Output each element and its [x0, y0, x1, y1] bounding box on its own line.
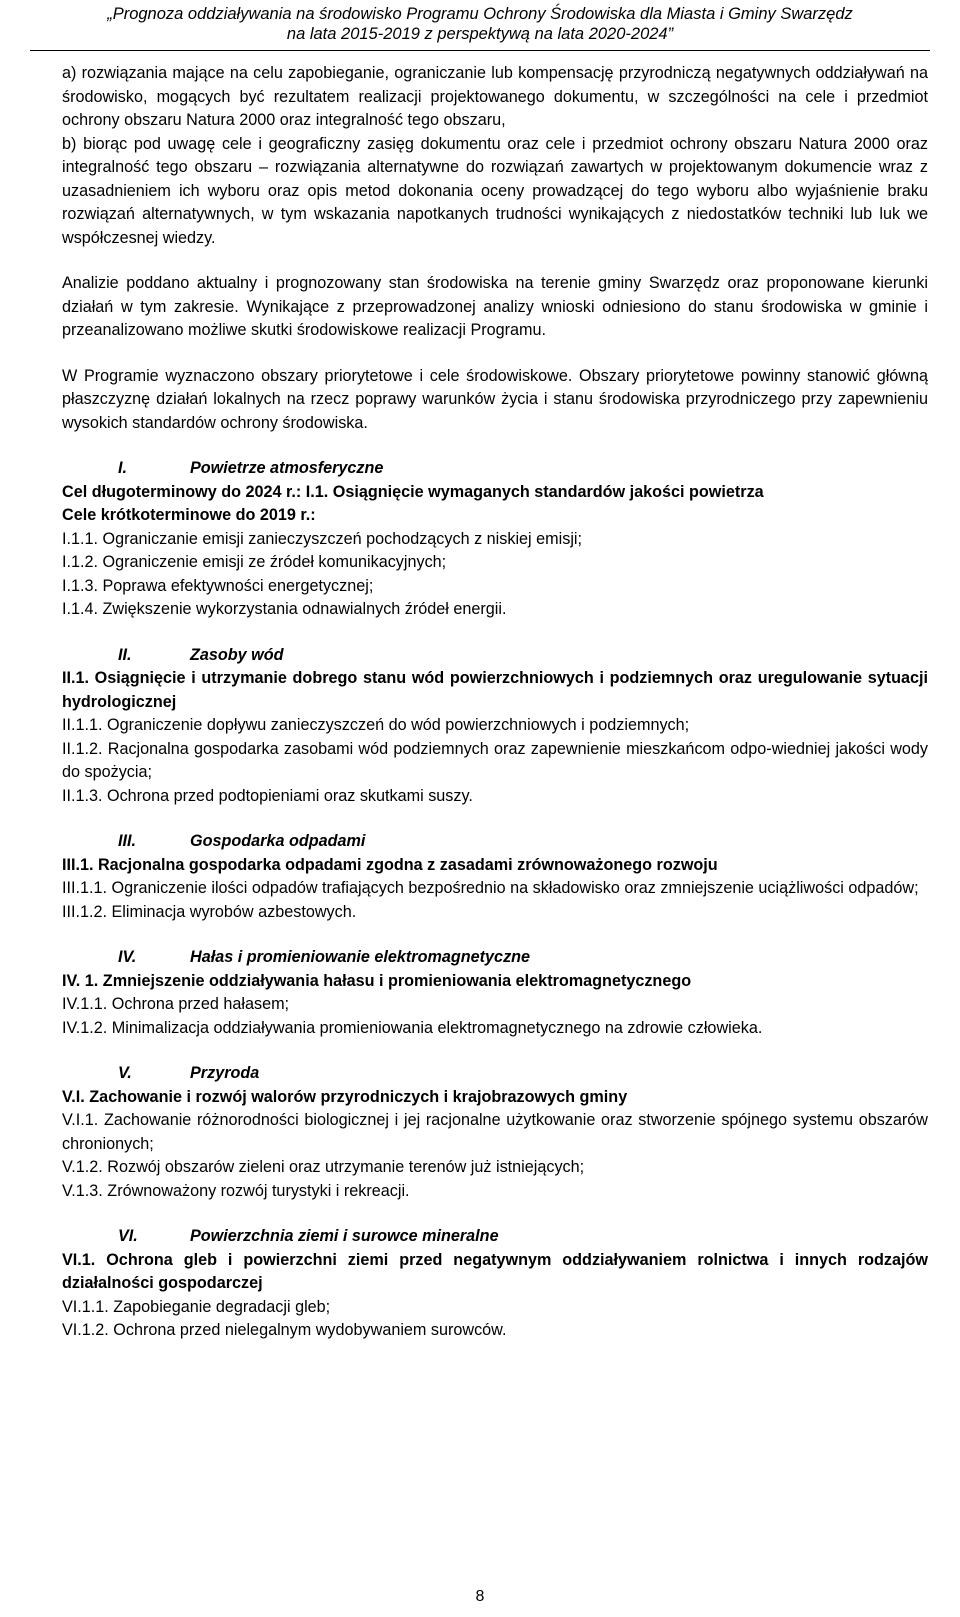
header-rule: [30, 50, 930, 51]
section-number: III.: [118, 832, 136, 850]
section-number: VI.: [118, 1227, 138, 1245]
section-title: Powietrze atmosferyczne: [190, 459, 384, 477]
section-heading: [62, 830, 928, 854]
section-goal: III.1. Racjonalna gospodarka odpadami zgodna z zasadami zrównoważonego rozwoju: [62, 855, 718, 874]
section-heading: [62, 644, 928, 668]
paragraph-priorities: W Programie wyznaczono obszary priorytetowe i cele środowiskowe. Obszary priorytetowe powinny stanowić główną płaszczyznę działań lokalnych na rzecz poprawy warunków życia i stanu środowiska przyrodniczego przy zapewnieniu wysokich standardów ochrony środowiska.: [62, 366, 928, 432]
section-heading: [62, 946, 928, 970]
list-item: V.I.1. Zachowanie różnorodności biologicznej i jej racjonalne użytkowanie oraz stworzenie spójnego systemu obszarów chronionych;: [62, 1111, 928, 1153]
page-number: 8: [475, 1588, 485, 1605]
list-item: III.1.1. Ograniczenie ilości odpadów trafiających bezpośrednio na składowisko oraz zmniejszenie uciążliwości odpadów;: [62, 879, 919, 897]
page-header: [0, 4, 960, 51]
section-number: I.: [118, 459, 127, 477]
list-item: II.1.3. Ochrona przed podtopieniami oraz skutkami suszy.: [62, 786, 473, 805]
list-item: I.1.3. Poprawa efektywności energetycznej;: [62, 576, 374, 595]
section-goal: IV. 1. Zmniejszenie oddziaływania hałasu i promieniowania elektromagnetycznego: [62, 971, 692, 990]
intro-item-b: b) biorąc pod uwagę cele i geograficzny zasięg dokumentu oraz cele i przedmiot ochrony obszaru Natura 2000 oraz integralność tego obszaru – rozwiązania alternatywne do rozwiązań zawartych w projektowanym dokumencie wraz z uzasadnieniem ich wyboru oraz opis metod dokonania oceny prowadzącej do tego wyboru albo wyjaśnienie braku rozwiązań alternatywnych, w tym wskazania napotkanych trudności wynikających z niedostatków techniki lub luk we współczesnej wiedzy.: [62, 134, 928, 247]
section-title: Przyroda: [190, 1064, 260, 1082]
header-line-1: „Prognoza oddziaływania na środowisko Programu Ochrony Środowiska dla Miasta i Gminy Swarzędz: [107, 5, 853, 23]
section-noise: [62, 946, 928, 1040]
short-term-goals-label: Cele krótkoterminowe do 2019 r.:: [62, 506, 316, 524]
document-body: [62, 62, 928, 1343]
section-air: [62, 457, 928, 622]
section-heading: [62, 1062, 928, 1086]
list-item: VI.1.2. Ochrona przed nielegalnym wydobywaniem surowców.: [62, 1321, 507, 1339]
section-nature: [62, 1062, 928, 1203]
list-item: II.1.1. Ograniczenie dopływu zanieczyszczeń do wód powierzchniowych i podziemnych;: [62, 716, 690, 734]
section-number: II.: [118, 645, 132, 664]
section-title: Gospodarka odpadami: [190, 832, 366, 850]
section-number: IV.: [118, 948, 137, 966]
section-land: [62, 1225, 928, 1343]
paragraph-analysis: Analizie poddano aktualny i prognozowany stan środowiska na terenie gminy Swarzędz oraz proponowane kierunki działań w tym zakresie. Wynikające z przeprowadzonej analizy wnioski odniesiono do stanu środowiska w gminie i przeanalizowano możliwe skutki środowiskowe realizacji Programu.: [62, 274, 928, 339]
list-item: I.1.1. Ograniczanie emisji zanieczyszczeń pochodzących z niskiej emisji;: [62, 529, 583, 548]
section-title: Zasoby wód: [190, 645, 284, 664]
list-item: V.1.3. Zrównoważony rozwój turystyki i rekreacji.: [62, 1181, 410, 1200]
section-title: Powierzchnia ziemi i surowce mineralne: [190, 1227, 499, 1245]
section-goal: V.I. Zachowanie i rozwój walorów przyrodniczych i krajobrazowych gminy: [62, 1087, 628, 1106]
section-water: [62, 644, 928, 809]
list-item: II.1.2. Racjonalna gospodarka zasobami wód podziemnych oraz zapewnienie mieszkańcom odpo-wiedniej jakości wody do spożycia;: [62, 739, 928, 781]
list-item: IV.1.1. Ochrona przed hałasem;: [62, 995, 290, 1013]
list-item: IV.1.2. Minimalizacja oddziaływania promieniowania elektromagnetycznego na zdrowie człowieka.: [62, 1018, 763, 1037]
section-heading: [62, 457, 928, 481]
list-item: I.1.4. Zwiększenie wykorzystania odnawialnych źródeł energii.: [62, 600, 507, 618]
section-goal: II.1. Osiągnięcie i utrzymanie dobrego stanu wód powierzchniowych i podziemnych oraz uregulowanie sytuacji hydrologicznej: [62, 669, 928, 711]
header-line-2: na lata 2015-2019 z perspektywą na lata 2020-2024”: [286, 25, 674, 43]
long-term-goal: Cel długoterminowy do 2024 r.: I.1. Osiągnięcie wymaganych standardów jakości powietrza: [62, 482, 764, 501]
list-item: I.1.2. Ograniczenie emisji ze źródeł komunikacyjnych;: [62, 553, 447, 571]
section-number: V.: [118, 1064, 132, 1082]
list-item: V.1.2. Rozwój obszarów zieleni oraz utrzymanie terenów już istniejących;: [62, 1158, 585, 1176]
list-item: III.1.2. Eliminacja wyrobów azbestowych.: [62, 902, 357, 921]
list-item: VI.1.1. Zapobieganie degradacji gleb;: [62, 1297, 331, 1316]
section-heading: [62, 1225, 928, 1249]
section-title: Hałas i promieniowanie elektromagnetyczne: [190, 948, 531, 966]
intro-item-a: a) rozwiązania mające na celu zapobieganie, ograniczanie lub kompensację przyrodniczą negatywnych oddziaływań na środowisko, mogących być rezultatem realizacji projektowanego dokumentu, w szczególności na cele i przedmiot ochrony obszaru Natura 2000 oraz integralność tego obszaru,: [62, 64, 928, 129]
section-goal: VI.1. Ochrona gleb i powierzchni ziemi przed negatywnym oddziaływaniem rolnictwa i innych rodzajów działalności gospodarczej: [62, 1250, 928, 1292]
section-waste: [62, 830, 928, 924]
